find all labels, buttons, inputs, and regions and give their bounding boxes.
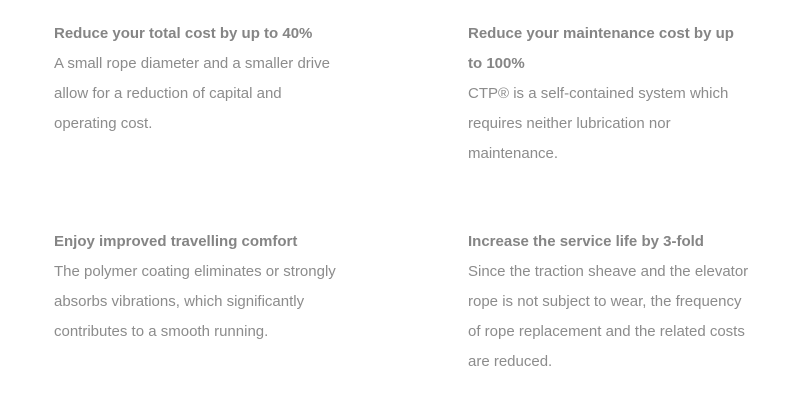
feature-description: The polymer coating eliminates or strongly absorbs vibrations, which significantly contributes to a smooth running.	[54, 263, 336, 340]
feature-title: Enjoy improved travelling comfort	[54, 233, 298, 250]
feature-total-cost	[54, 19, 340, 227]
feature-travelling-comfort	[54, 227, 340, 407]
feature-service-life	[468, 227, 754, 407]
feature-description: Since the traction sheave and the elevator rope is not subject to wear, the frequency of rope replacement and the related costs are reduced.	[468, 263, 749, 370]
feature-title: Increase the service life by 3-fold	[468, 233, 704, 250]
feature-description: CTP® is a self-contained system which requires neither lubrication nor maintenance.	[468, 85, 729, 162]
feature-grid	[54, 19, 754, 407]
feature-title: Reduce your total cost by up to 40%	[54, 25, 313, 42]
feature-title: Reduce your maintenance cost by up to 100%	[468, 25, 734, 72]
feature-description: A small rope diameter and a smaller drive allow for a reduction of capital and operating cost.	[54, 55, 330, 132]
feature-maintenance-cost	[468, 19, 754, 227]
